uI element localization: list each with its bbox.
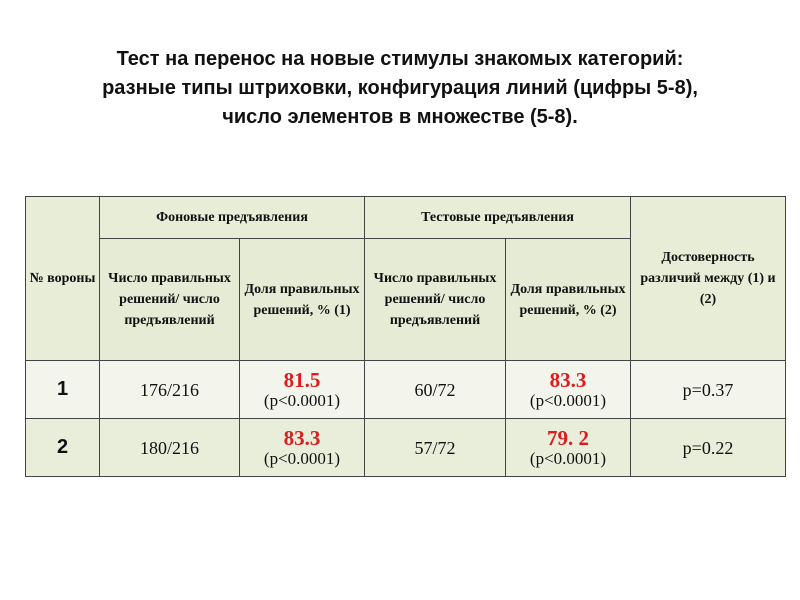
share-bg-value: 83.3 [283,425,321,450]
table-row [26,419,786,477]
title-line-1: Тест на перенос на новые стимулы знакомых категорий: [116,48,684,70]
share-bg-cell [240,361,365,419]
results-table [25,196,786,477]
share-bg-cell [240,419,365,477]
crow-number: 2 [26,419,100,477]
share-test-value: 83.3 [549,367,587,392]
title-line-2: разные типы штриховки, конфигурация линий (цифры 5-8), [102,77,698,99]
table-row [26,361,786,419]
share-test-value: 79. 2 [547,425,589,450]
share-test-cell [506,361,631,419]
share-bg-p: (p<0.0001) [263,448,341,468]
count-bg-cell: 180/216 [100,419,240,477]
share-bg-value: 81.5 [283,367,321,392]
count-test-cell: 57/72 [365,419,506,477]
header-count-bg: Число правильных решений/ число предъявлений [100,239,240,361]
header-row-top [26,197,786,239]
title-line-3: число элементов в множестве (5-8). [222,106,578,128]
share-bg-p: (p<0.0001) [263,390,341,410]
share-test-p: (p<0.0001) [529,390,607,410]
header-crow: № вороны [26,197,100,361]
header-share-bg: Доля правильных решений, % (1) [240,239,365,361]
share-test-p: (p<0.0001) [529,448,607,468]
header-count-test: Число правильных решений/ число предъявлений [365,239,506,361]
header-significance: Достоверность различий между (1) и (2) [631,197,786,361]
crow-number: 1 [26,361,100,419]
significance-cell: p=0.37 [631,361,786,419]
header-share-test: Доля правильных решений, % (2) [506,239,631,361]
share-test-cell [506,419,631,477]
count-test-cell: 60/72 [365,361,506,419]
header-background: Фоновые предъявления [100,197,365,239]
slide-title [20,45,780,132]
significance-cell: p=0.22 [631,419,786,477]
header-test: Тестовые предъявления [365,197,631,239]
count-bg-cell: 176/216 [100,361,240,419]
